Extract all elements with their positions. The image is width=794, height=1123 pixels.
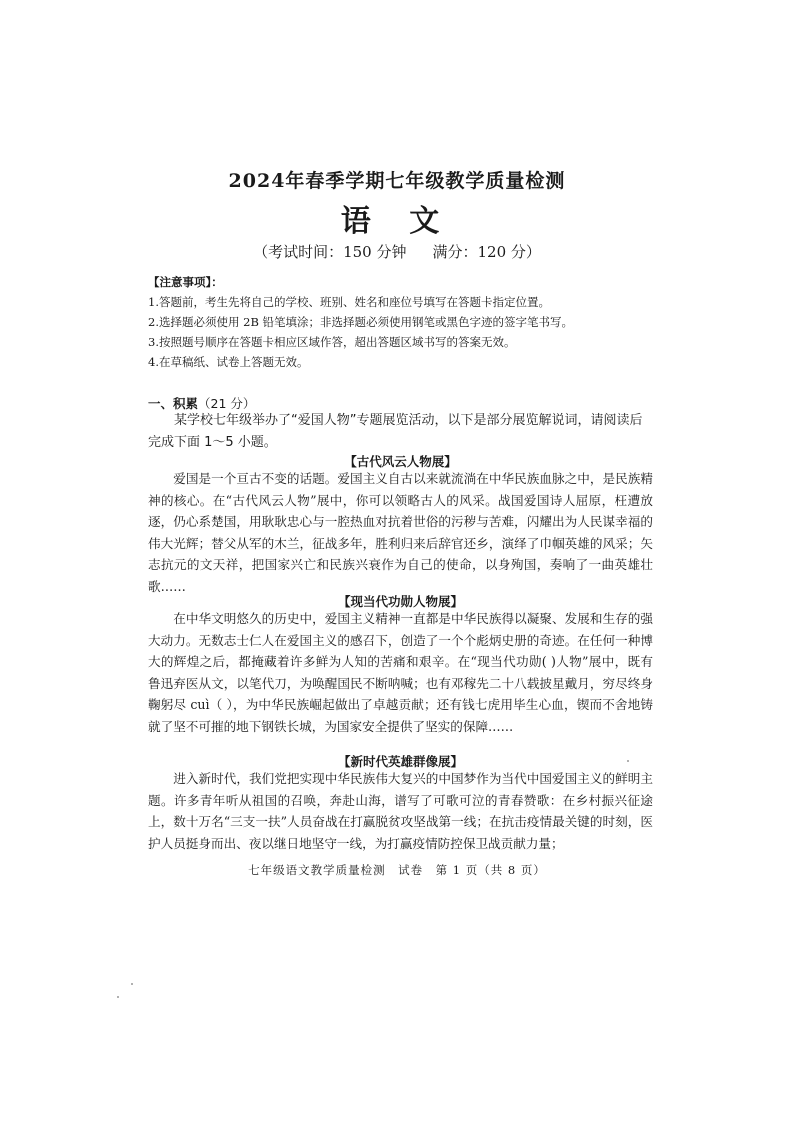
exhibit-text-newera: 进入新时代，我们党把实现中华民族伟大复兴的中国梦作为当代中国爱国主义的鲜明主题。许多青年听从祖国的召唤，奔赴山海，谱写了可歌可泣的青春赞歌：在乡村振兴征途上，数十万名“三支一扶”人员奋战在打赢脱贫攻坚战第一线；在抗击疫情最关键的时刻，医护人员挺身而出、夜以继日地坚守一线，为打赢疫情防控保卫战贡献力量； — [148, 771, 653, 851]
subject-title: 语 文 — [340, 204, 454, 239]
notes-heading: 【注意事项】： — [148, 275, 223, 289]
section-intro: 某学校七年级举办了“爱国人物”专题展览活动，以下是部分展览解说词，请阅读后完成下面 1～5 小题。 — [148, 413, 643, 450]
note-item: 4.在草稿纸、试卷上答题无效。 — [148, 355, 309, 369]
scan-speck — [627, 760, 629, 762]
note-item: 1.答题前，考生先将自己的学校、班别、姓名和座位号填写在答题卡指定位置。 — [148, 295, 550, 309]
scan-speck — [131, 983, 133, 985]
exhibit-text-modern: 在中华文明悠久的历史中，爱国主义精神一直都是中华民族得以凝聚、发展和生存的强大动力。无数志士仁人在爱国主义的感召下，创造了一个个彪炳史册的奇迹。在任何一种博大的辉煌之后，都掩藏着许多鲜为人知的苦痛和艰辛。在“现当代功勋( )人物”展中，既有鲁迅弃医从文，以笔代刀，为唤醒国民不断呐喊；也有邓稼先二十八载披星戴月，穷尽终身鞠躬尽 cuì（ ），为中华民族崛起做出了卓越贡献；还有钱七虎用毕生心血，锲而不舍地铸就了坚不可摧的地下钢铁长城，为国家安全提供了坚实的保障…… — [148, 611, 653, 734]
exam-info — [0, 241, 794, 262]
exhibit-heading-ancient: 【古代风云人物展】 — [344, 454, 457, 469]
notes-block — [148, 272, 668, 372]
exhibit-text-ancient: 爱国是一个亘古不变的话题。爱国主义自古以来就流淌在中华民族血脉之中，是民族精神的核心。在“古代风云人物”展中，你可以领略古人的风采。战国爱国诗人屈原，枉遭放逐，仍心系楚国，用耿耿忠心与一腔热血对抗着世俗的污秽与苦难，闪耀出为人民谋幸福的伟大光辉；替父从军的木兰，征战多年，胜利归来后辞官还乡，演绎了巾帼英雄的风采；矢志抗元的文天祥，把国家兴亡和民族兴衰作为自己的使命，以身殉国，奏响了一曲英雄壮歌…… — [148, 471, 653, 594]
page-footer: 七年级语文教学质量检测 试卷 第 1 页（共 8 页） — [248, 863, 546, 877]
section-score: （21 分） — [198, 396, 256, 411]
scan-speck — [117, 996, 119, 998]
exam-score: 满分：120 分） — [432, 243, 541, 261]
exam-time: （考试时间：150 分钟 — [253, 243, 407, 261]
note-item: 2.选择题必须使用 2B 铅笔填涂；非选择题必须使用钢笔或黑色字迹的签字笔书写。 — [148, 315, 574, 329]
exhibit-heading-newera: 【新时代英雄群像展】 — [337, 754, 463, 769]
section-title: 一、积累 — [148, 396, 199, 411]
exhibit-heading-modern: 【现当代功勋人物展】 — [337, 594, 463, 609]
exam-title: 2024年春季学期七年级教学质量检测 — [228, 170, 566, 192]
note-item: 3.按照题号顺序在答题卡相应区域作答，超出答题区域书写的答案无效。 — [148, 335, 516, 349]
